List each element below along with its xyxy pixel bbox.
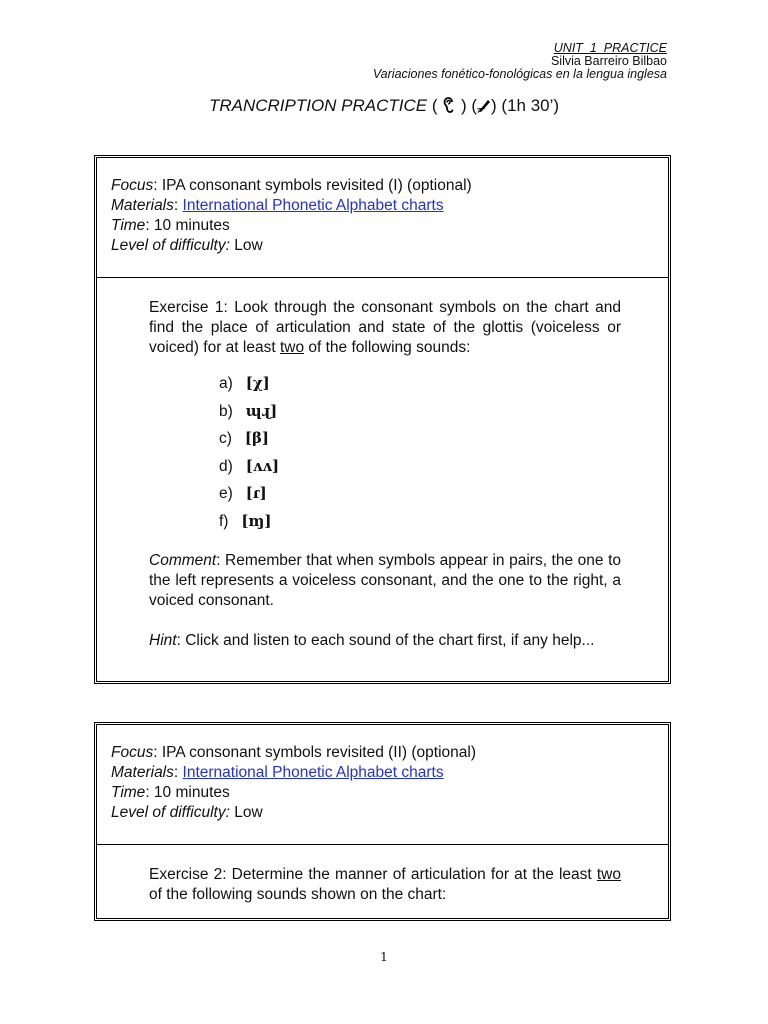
exercise-2-body xyxy=(97,845,668,905)
page-title: TRANCRIPTION PRACTICE ( ) ( ) (1h 30’) xyxy=(208,96,560,115)
exercise-box-2 xyxy=(94,722,671,921)
ear-icon xyxy=(442,97,456,113)
comment-text: Comment: Remember that when symbols appear in pairs, the one to the left represents a voiceless consonant, and the one to the right, a voiced consonant. xyxy=(149,552,621,609)
difficulty-line: Level of difficulty: Low xyxy=(111,237,263,254)
focus-line: Focus: IPA consonant symbols revisited (I) (optional) xyxy=(111,177,472,194)
list-item: a) [χ] xyxy=(219,374,270,392)
exercise-box-1 xyxy=(94,155,671,684)
list-item: d) [ʌʌ] xyxy=(219,456,280,475)
title-text: TRANCRIPTION PRACTICE xyxy=(208,96,428,115)
difficulty-line: Level of difficulty: Low xyxy=(111,804,263,821)
header-unit: UNIT_1_PRACTICE xyxy=(553,41,667,55)
page-number: 1 xyxy=(380,950,388,964)
time-line: Time: 10 minutes xyxy=(111,784,230,801)
exercise-2-prompt: Exercise 2: Determine the manner of articulation for at the least two of the following sounds shown on the chart: xyxy=(149,866,621,903)
exercise-2-meta xyxy=(97,725,668,845)
materials-line: Materials: International Phonetic Alphabet charts xyxy=(111,197,444,214)
header-author: Silvia Barreiro Bilbao xyxy=(550,54,667,68)
materials-line: Materials: International Phonetic Alphabet charts xyxy=(111,764,444,781)
exercise-1-meta xyxy=(97,158,668,278)
list-item: b) ɰɻ] xyxy=(219,401,278,420)
time-line: Time: 10 minutes xyxy=(111,217,230,234)
exercise-1-prompt: Exercise 1: Look through the consonant symbols on the chart and find the place of articulation and state of the glottis (voiceless or voiced) for at least two of the following sounds: xyxy=(149,299,621,356)
pen-icon xyxy=(477,97,491,113)
list-item: e) [ɾ] xyxy=(219,484,267,502)
ipa-charts-link[interactable]: International Phonetic Alphabet charts xyxy=(182,197,444,214)
list-item: c) [β] xyxy=(219,429,269,447)
list-item: f) [ɱ] xyxy=(219,511,272,530)
sound-list xyxy=(219,370,621,535)
header-course: Variaciones fonético-fonológicas en la lengua inglesa xyxy=(372,67,667,81)
hint-text: Hint: Click and listen to each sound of the chart first, if any help... xyxy=(149,632,595,649)
document-header xyxy=(373,42,667,81)
ipa-charts-link[interactable]: International Phonetic Alphabet charts xyxy=(182,764,444,781)
focus-line: Focus: IPA consonant symbols revisited (II) (optional) xyxy=(111,744,476,761)
exercise-1-body xyxy=(97,278,668,651)
